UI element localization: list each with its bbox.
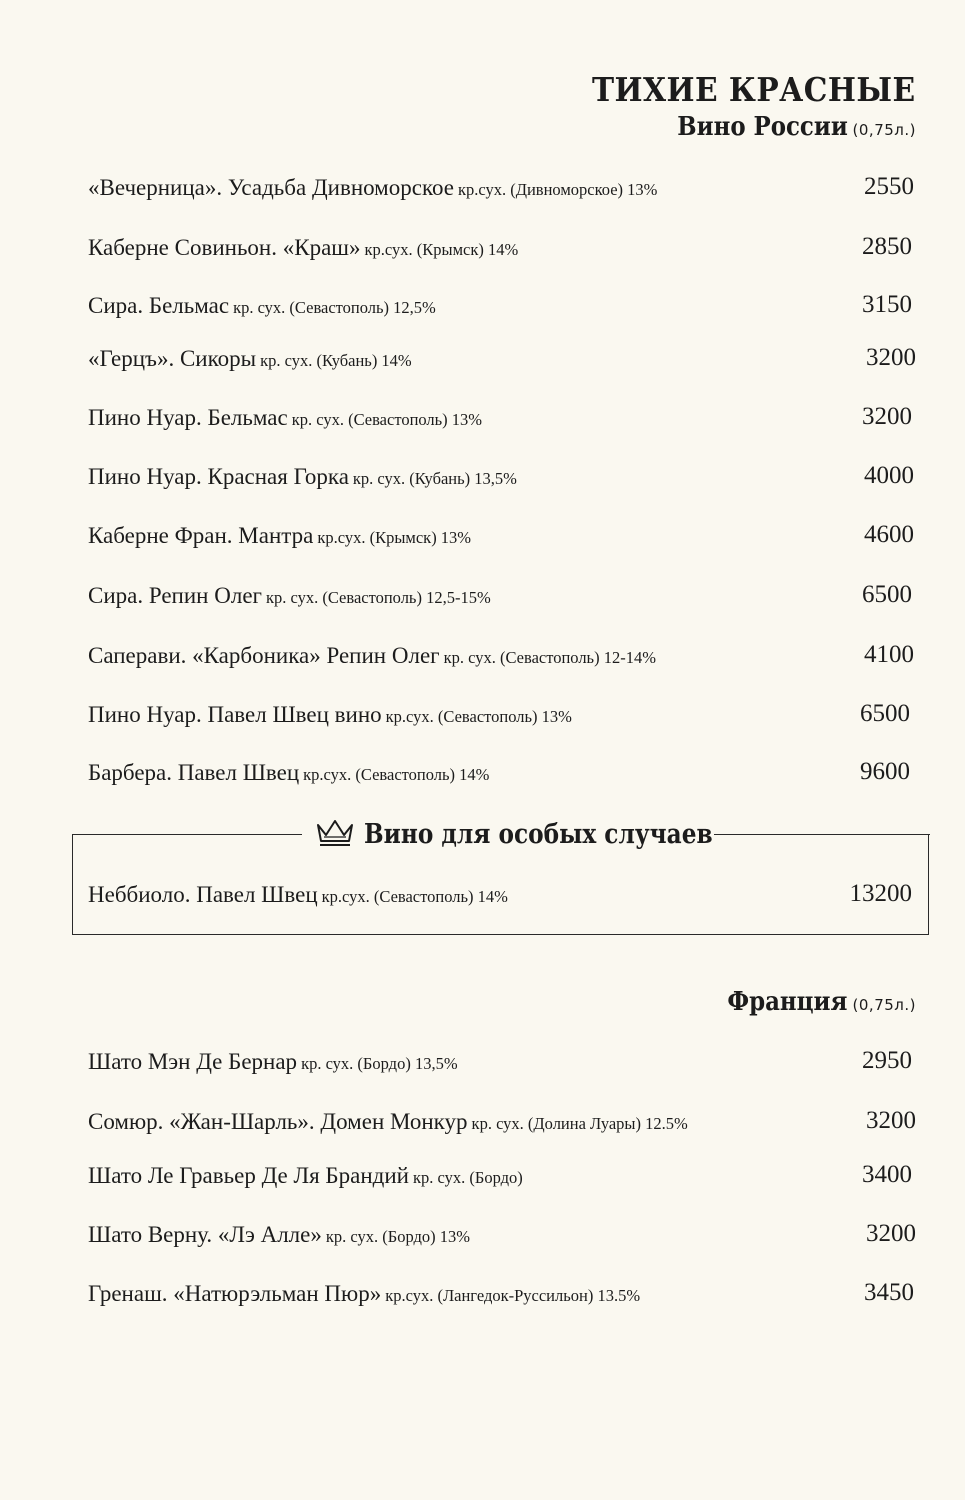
section-volume: (0,75л.) [852, 121, 916, 139]
wine-price: 6500 [860, 700, 910, 727]
wine-details: кр. сух. (Севастополь) 13% [291, 410, 483, 429]
wine-details: кр.сух. (Лангедок-Руссильон) 13.5% [385, 1286, 641, 1305]
wine-name: Пино Нуар. Красная Горка [88, 464, 349, 489]
wine-details: кр.сух. (Севастополь) 14% [303, 765, 490, 784]
wine-price: 6500 [862, 581, 912, 608]
wine-details: кр.сух. (Крымск) 14% [364, 240, 519, 259]
wine-row [88, 1049, 916, 1079]
section-name: Вино России [676, 112, 848, 142]
wine-row [88, 702, 916, 732]
box-top-border-left [72, 834, 302, 835]
wine-details: кр.сух. (Севастополь) 14% [321, 887, 508, 906]
wine-row [88, 293, 916, 323]
wine-row [88, 1281, 916, 1311]
wine-name: Шато Ле Гравьер Де Ля Брандий [88, 1163, 409, 1188]
wine-details: кр. сух. (Долина Луары) 12.5% [471, 1114, 688, 1133]
wine-price: 3450 [864, 1279, 914, 1306]
crown-icon [314, 815, 356, 856]
box-top-border-right [714, 834, 930, 835]
wine-name: Сира. Бельмас [88, 293, 230, 318]
wine-details: кр. сух. (Севастополь) 12,5% [233, 298, 436, 317]
wine-price: 2550 [864, 173, 914, 200]
wine-price: 2850 [862, 233, 912, 260]
wine-row [88, 346, 916, 376]
wine-name: Каберне Фран. Мантра [88, 523, 314, 548]
wine-price: 3200 [862, 403, 912, 430]
wine-price: 3200 [866, 344, 916, 371]
wine-price: 3150 [862, 291, 912, 318]
section-volume: (0,75л.) [852, 996, 916, 1014]
wine-row [88, 405, 916, 435]
wine-row [88, 523, 916, 553]
wine-name: «Вечерница». Усадьба Дивноморское [88, 175, 454, 200]
wine-details: кр.сух. (Крымск) 13% [317, 528, 472, 547]
wine-details: кр. сух. (Бордо) [412, 1168, 523, 1187]
wine-name: Саперави. «Карбоника» Репин Олег [88, 643, 440, 668]
wine-row [88, 235, 916, 265]
section-name: Франция [727, 987, 848, 1017]
wine-details: кр.сух. (Севастополь) 13% [385, 707, 572, 726]
wine-details: кр. сух. (Бордо) 13% [325, 1227, 471, 1246]
wine-row [88, 1163, 916, 1193]
wine-row [88, 882, 916, 912]
wine-details: кр. сух. (Кубань) 13,5% [352, 469, 517, 488]
wine-price: 3200 [866, 1107, 916, 1134]
wine-price: 9600 [860, 758, 910, 785]
wine-row [88, 760, 916, 790]
wine-row [88, 464, 916, 494]
wine-row [88, 1109, 916, 1139]
wine-name: Шато Верну. «Лэ Алле» [88, 1222, 322, 1247]
wine-price: 4100 [864, 641, 914, 668]
wine-details: кр. сух. (Кубань) 14% [260, 351, 412, 370]
wine-price: 4000 [864, 462, 914, 489]
section-heading-russia [654, 112, 916, 142]
wine-name: Сомюр. «Жан-Шарль». Домен Монкур [88, 1109, 468, 1134]
special-heading [312, 815, 712, 855]
wine-price: 3200 [866, 1220, 916, 1247]
wine-name: Шато Мэн Де Бернар [88, 1049, 298, 1074]
wine-price: 3400 [862, 1161, 912, 1188]
wine-name: Пино Нуар. Бельмас [88, 405, 288, 430]
wine-name: Гренаш. «Натюрэльман Пюр» [88, 1281, 382, 1306]
wine-row [88, 583, 916, 613]
wine-name: Пино Нуар. Павел Швец вино [88, 702, 382, 727]
wine-price: 2950 [862, 1047, 912, 1074]
wine-name: «Герцъ». Сикоры [88, 346, 257, 371]
wine-row [88, 1222, 916, 1252]
wine-details: кр. сух. (Севастополь) 12-14% [443, 648, 656, 667]
wine-details: кр. сух. (Севастополь) 12,5-15% [265, 588, 491, 607]
wine-price: 13200 [849, 880, 912, 907]
page-title: ТИХИЕ КРАСНЫЕ [592, 70, 916, 109]
wine-details: кр.сух. (Дивноморское) 13% [457, 180, 658, 199]
special-heading-label: Вино для особых случаев [364, 819, 713, 850]
wine-price: 4600 [864, 521, 914, 548]
wine-details: кр. сух. (Бордо) 13,5% [301, 1054, 458, 1073]
wine-name: Сира. Репин Олег [88, 583, 262, 608]
wine-name: Каберне Совиньон. «Краш» [88, 235, 361, 260]
wine-name: Барбера. Павел Швец [88, 760, 300, 785]
wine-row [88, 643, 916, 673]
wine-name: Неббиоло. Павел Швец [88, 882, 318, 907]
section-heading-france [711, 987, 916, 1017]
wine-row [88, 175, 916, 205]
